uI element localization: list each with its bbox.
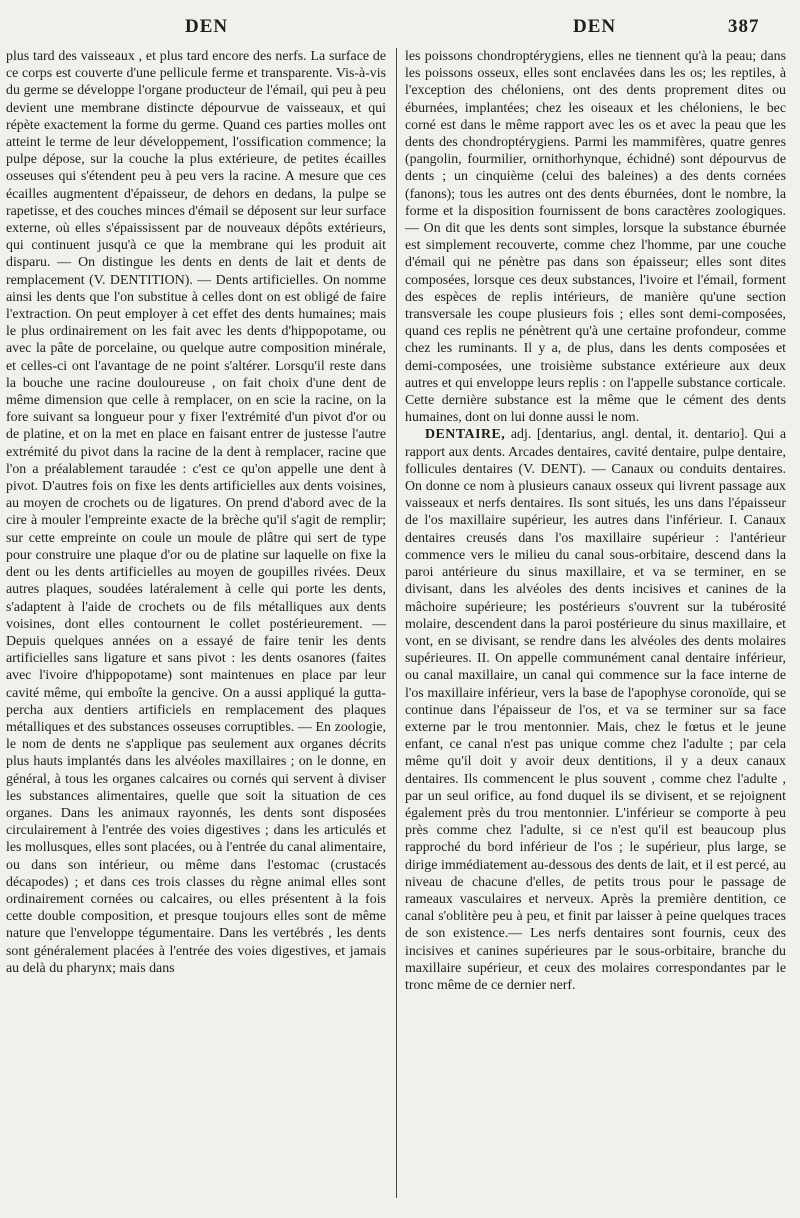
entry-dentaire (405, 426, 786, 994)
headword: DENTAIRE, (425, 427, 506, 443)
right-running-head: DEN (573, 16, 617, 37)
left-column (6, 48, 386, 977)
left-column-text: plus tard des vaisseaux , et plus tard encore des nerfs. La surface de ce corps est couverte d'une pellicule ferme et transparente. Vis-à-vis du germe se développe l'organe producteur de l'émail, qui peu à peu devient une membrane distincte dépourvue de vaisseaux, et qui répète exactement la forme du germe. Quand ces parties molles ont atteint le terme de leur développement, l'ossification commence; la pulpe dépose, sur la couche la plus extérieure, de petites écailles osseuses qui s'étendent peu à peu vers la racine. A mesure que ces écailles augmentent d'épaisseur, de dehors en dedans, la pulpe se rapetisse, et des couches minces d'émail se déposent sur leur surface externe, où elles s'épaississent par de nouveaux dépôts extérieurs, qui continuent jusqu'à ce que la membrane qui les produit ait disparu. — On distingue les dents en dents de lait et dents de remplacement (V. DENTITION). — Dents artificielles. On nomme ainsi les dents que l'on substitue à celles dont on est obligé de faire l'extraction. On peut employer à cet effet des dents humaines; mais le plus ordinairement on les fait avec les dents d'hippopotame, ou avec la pâte de porcelaine, ou quelque autre composition minérale, et celles-ci ont l'avantage de ne point s'altérer. Lorsqu'il reste dans la bouche une racine douloureuse , on fait choix d'une dent de même dimension que celle à remplacer, on en scie la racine, on la fore suivant sa longueur pour y fixer l'extrémité d'un pivot d'or ou de platine, et on la met en place en faisant entrer de justesse l'autre extrémité du pivot dans la racine de la dent à remplacer, racine que l'on a préalablement taraudée : c'est ce qu'on appelle une dent à pivot. D'autres fois on fixe les dents artificielles aux dents voisines, au moyen de crochets ou de ligatures. On prend d'abord avec de la cire à mouler l'empreinte exacte de la brèche qu'il s'agit de remplir; sur cette empreinte on coule un moule de plâtre qui sert de type pour construire une plaque d'or ou de platine sur laquelle on fixe la dent ou les dents artificielles au moyen de goupilles rivées. Deux autres plaques, soudées latéralement à celle qui porte les dents, s'adaptent à l'aide de crochets ou de fils métalliques aux dents voisines, dont elles contournent le collet postérieurement. — Depuis quelques années on a essayé de faire tenir les dents artificielles sans ligature et sans pivot : les dents osanores (faites avec l'ivoire d'hippopotame) sont maintenues en place par leur cavité même, qui emboîte la gencive. On a aussi appliqué la gutta-percha aux dentiers artificiels en remplacement des plaques métalliques et des substances osseuses corruptibles. — En zoologie, le nom de dents ne s'applique pas seulement aux organes décrits plus hauts implantés dans les alvéoles maxillaires ; on le donne, en général, à tous les organes calcaires ou cornés qui servent à diviser les substances alimentaires, quelle que soit la situation de ces organes. Dans les animaux rayonnés, les dents sont disposées circulairement à l'entrée des voies digestives ; dans les articulés et les mollusques, elles sont placées, ou à l'entrée du canal alimentaire, ou dans son intérieur, ou même dans l'estomac (crustacés décapodes) ; et dans ces trois classes du règne animal elles sont ordinairement cornées ou calcaires, ou elles présentent à la fois cette double composition, et presque toujours elles sont de même nature que l'enveloppe tégumentaire. Dans les vertébrés , les dents sont généralement placées à l'entrée des voies digestives, et jamais au delà du pharynx; mais dans (6, 49, 386, 976)
column-divider (396, 48, 397, 1198)
right-column-text-1: les poissons chondroptérygiens, elles ne tiennent qu'à la peau; dans les poissons osseux, elles sont enclavées dans les os; les reptiles, à l'exception des chéloniens, ont des dents proprement dites ou éburnées, implantées; chez les oiseaux et les chéloniens, le bec corné est dans le même rapport avec les os et avec la peau que les dents des chondroptérygiens. Parmi les mammifères, quatre genres (pangolin, fourmilier, ornithorhynque, échidné) sont dépourvus de dents ; un cinquième (celui des baleines) a des dents cornées (fanons); tous les autres ont des dents éburnées, dont le nombre, la forme et la disposition fournissent de bons caractères zoologiques. — On dit que les dents sont simples, lorsque la substance éburnée est simplement recouverte, comme chez l'homme, par une couche d'émail qui ne pénètre pas dans son épaisseur; elles sont dites composées, lorsque ces deux substances, l'ivoire et l'émail, forment des espèces de replis intérieurs, de manière qu'une section transversale les coupe plusieurs fois ; elles sont demi-composées, quand ces replis ne pénètrent qu'à une certaine profondeur, comme chez les ruminants. Il y a, de plus, dans les dents composées et demi-composées, une troisième substance extérieure aux deux autres et qui enveloppe leurs replis : on l'appelle substance corticale. Cette dernière substance est la même que le cément des dents humaines, dont on lui donne aussi le nom. (405, 49, 786, 426)
left-running-head: DEN (185, 16, 229, 37)
entry-body: adj. [dentarius, angl. dental, it. dentario]. Qui a rapport aux dents. Arcades dentaires, cavité dentaire, pulpe dentaire, follicules dentaires (V. DENT). — Canaux ou conduits dentaires. On donne ce nom à plusieurs canaux osseux qui livrent passage aux vaisseaux et nerfs dentaires. Ils sont situés, les uns dans l'épaisseur de l'os maxillaire supérieur, les autres dans l'inférieur. I. Canaux dentaires creusés dans l'os maxillaire supérieur : l'antérieur commence vers le milieu du canal sous-orbitaire, descend dans la paroi antérieure du sinus maxillaire, et va se terminer, en se divisant, dans les alvéoles des dents incisives et canines de la mâchoire supérieure; les postérieurs s'ouvrent sur la tubérosité molaire, descendent dans la paroi postérieure du sinus maxillaire, et vont, en se divisant, se rendre dans les alvéoles des dents molaires supérieures. II. On appelle communément canal dentaire inférieur, ou canal maxillaire, un canal qui commence sur la face interne de l'os maxillaire inférieur, vers la base de l'apophyse coronoïde, qui se continue dans l'épaisseur de l'os, et va se terminer sur sa face externe par le trou mentonnier. Mais, chez le fœtus et le jeune enfant, ce canal n'est pas unique comme chez l'adulte ; par cela même qu'il doit y avoir deux dentitions, il y a deux canaux dentaires. Ils commencent le plus souvent , comme chez l'adulte , par un seul orifice, au fond duquel ils se divisent, et se rejoignent également près du trou mentonnier. L'inférieur se comporte à peu près comme chez l'adulte, si ce n'est qu'il est beaucoup plus rapproché du bord inférieur de l'os ; le supérieur, plus large, se dirige immédiatement au-dessous des dents de lait, et il est percé, au niveau de chacune d'elles, de petits trous pour le passage de rameaux vasculaires et nerveux. Après la première dentition, ce canal s'oblitère peu à peu, et finit par laisser à peine quelques traces de son existence.— Les nerfs dentaires sont fournis, ceux des incisives et canines supérieures par le sous-orbitaire, branche du maxillaire supérieur, et ceux des molaires correspondantes par le tronc même de ce dernier nerf. (405, 427, 786, 993)
page-number: 387 (728, 16, 760, 37)
right-column (405, 48, 786, 994)
running-header (0, 16, 800, 46)
